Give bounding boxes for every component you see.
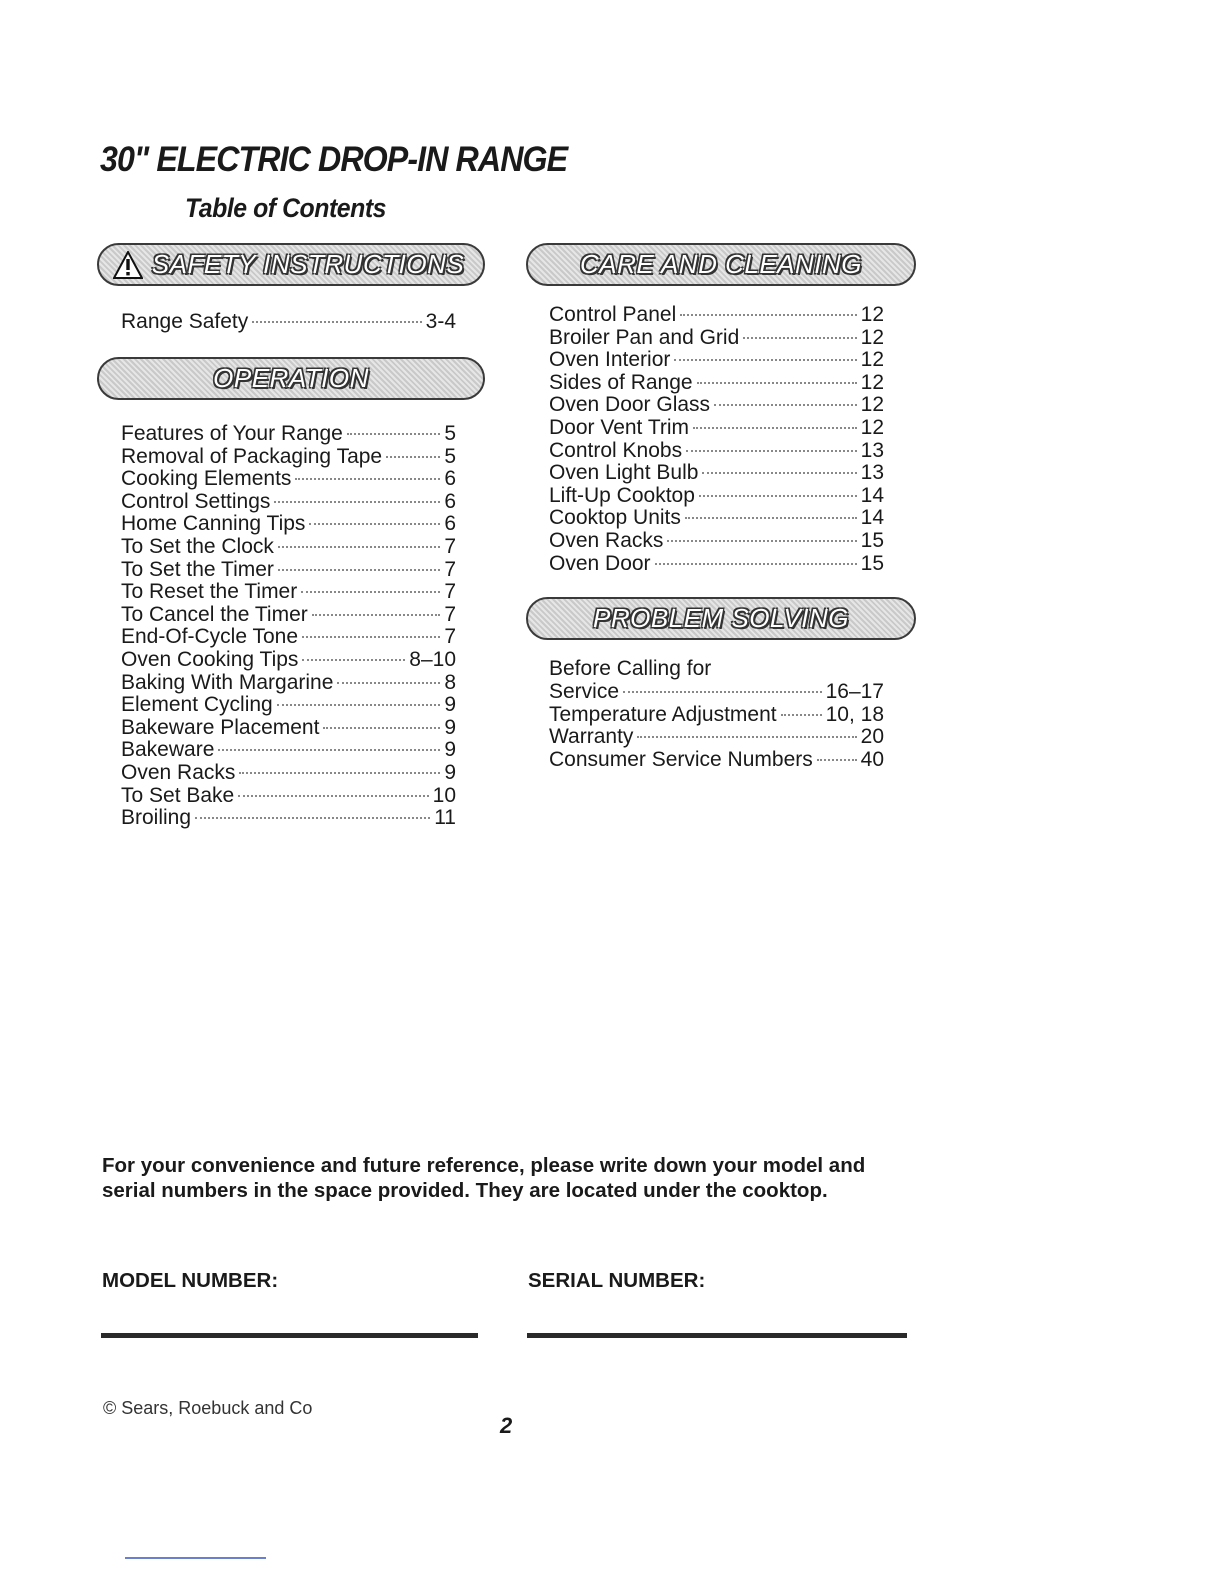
copyright-text: © Sears, Roebuck and Co [103, 1398, 313, 1418]
toc-entry: To Cancel the Timer 7 [121, 602, 456, 626]
toc-entry: Cooktop Units 14 [549, 506, 884, 530]
care-toc-list [549, 304, 884, 575]
page-number: 2 [500, 1413, 513, 1438]
toc-entry: Broiler Pan and Grid 12 [549, 325, 884, 349]
model-number-write-line[interactable] [101, 1333, 478, 1338]
toc-entry: Oven Racks 9 [121, 760, 456, 784]
toc-entry: Warranty 20 [549, 725, 884, 749]
model-number-label: MODEL NUMBER: [102, 1269, 279, 1292]
footer-rule [125, 1557, 266, 1559]
toc-entry: Control Knobs 13 [549, 438, 884, 462]
safety-instructions-heading: SAFETY INSTRUCTIONS [151, 249, 465, 279]
toc-entry: Oven Interior 12 [549, 348, 884, 372]
toc-entry: Oven Light Bulb 13 [549, 461, 884, 485]
toc-entry: Oven Door 15 [549, 551, 884, 575]
toc-entry-intro: Before Calling for [549, 657, 712, 680]
toc-entry: Broiling 11 [121, 806, 456, 830]
toc-entry: Range Safety 3-4 [121, 310, 456, 333]
toc-entry: Service 16–17 [549, 680, 884, 703]
toc-entry: To Set the Timer 7 [121, 557, 456, 581]
toc-entry: Baking With Margarine 8 [121, 670, 456, 694]
safety-instructions-banner [97, 243, 485, 286]
toc-entry: Door Vent Trim 12 [549, 415, 884, 439]
care-and-cleaning-heading: CARE AND CLEANING [579, 249, 863, 279]
toc-entry: Lift-Up Cooktop 14 [549, 483, 884, 507]
toc-entry: Home Canning Tips 6 [121, 512, 456, 536]
safety-toc-list [121, 311, 456, 334]
toc-entry: To Reset the Timer 7 [121, 580, 456, 604]
operation-toc-list [121, 423, 456, 830]
serial-number-write-line[interactable] [527, 1333, 907, 1338]
toc-entry: Sides of Range 12 [549, 370, 884, 394]
toc-entry: Consumer Service Numbers 40 [549, 747, 884, 771]
operation-heading: OPERATION [213, 363, 369, 393]
toc-entry: Bakeware 9 [121, 738, 456, 762]
toc-entry: Temperature Adjustment 10, 18 [549, 702, 884, 726]
toc-entry: Cooking Elements 6 [121, 467, 456, 491]
toc-entry: To Set Bake 10 [121, 783, 456, 807]
toc-entry: Oven Racks 15 [549, 528, 884, 552]
toc-entry: Control Settings 6 [121, 489, 456, 513]
document-title: 30" ELECTRIC DROP-IN RANGE [100, 140, 568, 179]
serial-number-label: SERIAL NUMBER: [528, 1269, 706, 1292]
toc-entry: End-Of-Cycle Tone 7 [121, 625, 456, 649]
toc-entry: Control Panel 12 [549, 303, 884, 326]
toc-entry: Removal of Packaging Tape 5 [121, 444, 456, 468]
toc-entry: Bakeware Placement 9 [121, 715, 456, 739]
document-subtitle: Table of Contents [185, 193, 387, 223]
toc-entry: To Set the Clock 7 [121, 534, 456, 558]
warning-triangle-icon [113, 251, 143, 279]
problem-solving-banner [526, 597, 916, 640]
care-and-cleaning-banner [526, 243, 916, 286]
problem-toc-list [549, 681, 884, 771]
problem-solving-heading: PROBLEM SOLVING [592, 603, 850, 633]
toc-entry: Element Cycling 9 [121, 693, 456, 717]
toc-entry: Oven Cooking Tips 8–10 [121, 647, 456, 671]
toc-entry: Oven Door Glass 12 [549, 393, 884, 417]
reference-note: For your convenience and future reference, please write down your model and serial numbers in the space provided. They are located under the cooktop. [102, 1154, 866, 1202]
operation-banner [97, 357, 485, 400]
toc-entry: Features of Your Range 5 [121, 422, 456, 445]
